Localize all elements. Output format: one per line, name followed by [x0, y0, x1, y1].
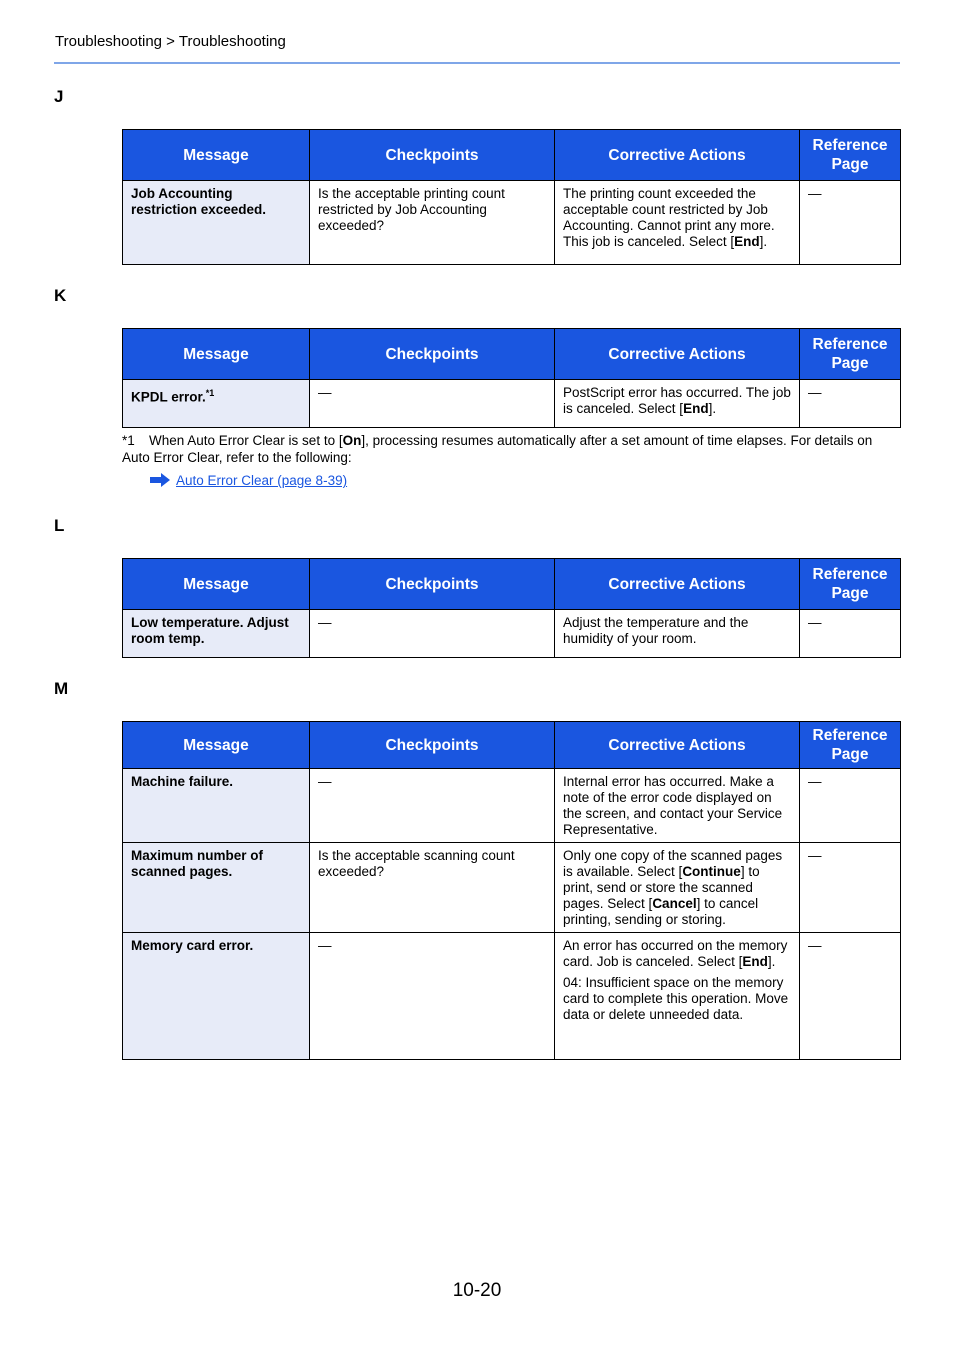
actions-text: The printing count exceeded the acceptable count restricted by Job Accounting. Cannot print any more. This job is canceled. Select [	[563, 186, 775, 249]
reference-cell: —	[800, 610, 901, 658]
table-header-row	[123, 329, 901, 380]
actions-cell	[555, 933, 800, 1060]
section-letter-j: J	[54, 87, 64, 106]
header-reference-page: Reference Page	[800, 722, 901, 769]
continue-key-label: Continue	[682, 864, 741, 879]
right-arrow-icon	[150, 473, 170, 490]
header-corrective-actions: Corrective Actions	[555, 329, 800, 380]
header-reference-page: Reference Page	[800, 130, 901, 181]
actions-cell: Adjust the temperature and the humidity of your room.	[555, 610, 800, 658]
actions-cell	[555, 843, 800, 933]
table-row	[123, 380, 901, 428]
header-checkpoints: Checkpoints	[310, 722, 555, 769]
header-checkpoints: Checkpoints	[310, 559, 555, 610]
actions-cell: Internal error has occurred. Make a note of the error code displayed on the screen, and contact your Service Representative.	[555, 769, 800, 843]
actions-text: ].	[759, 234, 768, 249]
header-corrective-actions: Corrective Actions	[555, 559, 800, 610]
message-text: KPDL error.	[131, 389, 206, 405]
end-key-label: End	[742, 954, 768, 969]
table-row	[123, 933, 901, 1060]
actions-text: PostScript error has occurred. The job is canceled. Select [	[563, 385, 791, 416]
reference-cell: —	[800, 933, 901, 1060]
actions-cell	[555, 380, 800, 428]
section-letter-k: K	[54, 286, 67, 305]
table-row	[123, 769, 901, 843]
section-letter-m: M	[54, 679, 69, 698]
actions-text: ].	[708, 401, 717, 416]
footnote-mark: *1	[122, 433, 135, 448]
table-header-row	[123, 130, 901, 181]
error-table-j	[122, 129, 901, 265]
error-table-l	[122, 558, 901, 658]
page-number: 10-20	[452, 1280, 502, 1301]
table-row	[123, 843, 901, 933]
actions-text: An error has occurred on the memory card. Job is canceled. Select [	[563, 938, 788, 969]
header-reference-page: Reference Page	[800, 329, 901, 380]
checkpoints-cell: Is the acceptable scanning count exceeded?	[310, 843, 555, 933]
header-corrective-actions: Corrective Actions	[555, 722, 800, 769]
message-cell: Low temperature. Adjust room temp.	[123, 610, 310, 658]
actions-cell	[555, 181, 800, 265]
header-reference-page: Reference Page	[800, 559, 901, 610]
actions-text: ] to print, send or store the scanned pages. Select [	[563, 864, 760, 911]
breadcrumb: Troubleshooting > Troubleshooting	[55, 33, 286, 50]
reference-cell: —	[800, 843, 901, 933]
auto-error-clear-link[interactable]: Auto Error Clear (page 8-39)	[176, 473, 348, 488]
header-rule	[54, 62, 900, 64]
checkpoints-cell: —	[310, 380, 555, 428]
message-cell: Job Accounting restriction exceeded.	[123, 181, 310, 265]
header-message: Message	[123, 559, 310, 610]
end-key-label: End	[734, 234, 760, 249]
checkpoints-cell: —	[310, 610, 555, 658]
checkpoints-cell: —	[310, 933, 555, 1060]
checkpoints-cell: —	[310, 769, 555, 843]
footnote-marker: *1	[205, 388, 215, 398]
message-cell	[123, 380, 310, 428]
actions-paragraph: 04: Insufficient space on the memory card to complete this operation. Move data or delete unneeded data.	[563, 975, 789, 1022]
reference-link-line	[150, 473, 347, 490]
header-message: Message	[123, 722, 310, 769]
end-key-label: End	[683, 401, 709, 416]
actions-paragraph	[563, 938, 791, 970]
reference-cell: —	[800, 181, 901, 265]
reference-cell: —	[800, 769, 901, 843]
on-setting-label: On	[342, 433, 362, 448]
header-corrective-actions: Corrective Actions	[555, 130, 800, 181]
reference-cell: —	[800, 380, 901, 428]
checkpoints-cell: Is the acceptable printing count restricted by Job Accounting exceeded?	[310, 181, 555, 265]
cancel-key-label: Cancel	[652, 896, 697, 911]
error-table-k	[122, 328, 901, 428]
footnote-text: When Auto Error Clear is set to [	[149, 433, 343, 448]
table-row	[123, 181, 901, 265]
error-table-m	[122, 721, 901, 1060]
header-message: Message	[123, 130, 310, 181]
section-letter-l: L	[54, 516, 65, 535]
header-checkpoints: Checkpoints	[310, 329, 555, 380]
actions-text: ] to cancel printing, sending or storing.	[563, 896, 759, 927]
footnote-text: ], processing resumes automatically after a set amount of time elapses. For details on Auto Error Clear, refer to the following:	[122, 433, 873, 465]
message-cell: Memory card error.	[123, 933, 310, 1060]
actions-text: Only one copy of the scanned pages is available. Select [	[563, 848, 783, 879]
message-cell: Maximum number of scanned pages.	[123, 843, 310, 933]
table-row	[123, 610, 901, 658]
table-header-row	[123, 722, 901, 769]
header-message: Message	[123, 329, 310, 380]
actions-text: ].	[767, 954, 776, 969]
table-header-row	[123, 559, 901, 610]
message-cell: Machine failure.	[123, 769, 310, 843]
header-checkpoints: Checkpoints	[310, 130, 555, 181]
footnote	[122, 432, 902, 466]
